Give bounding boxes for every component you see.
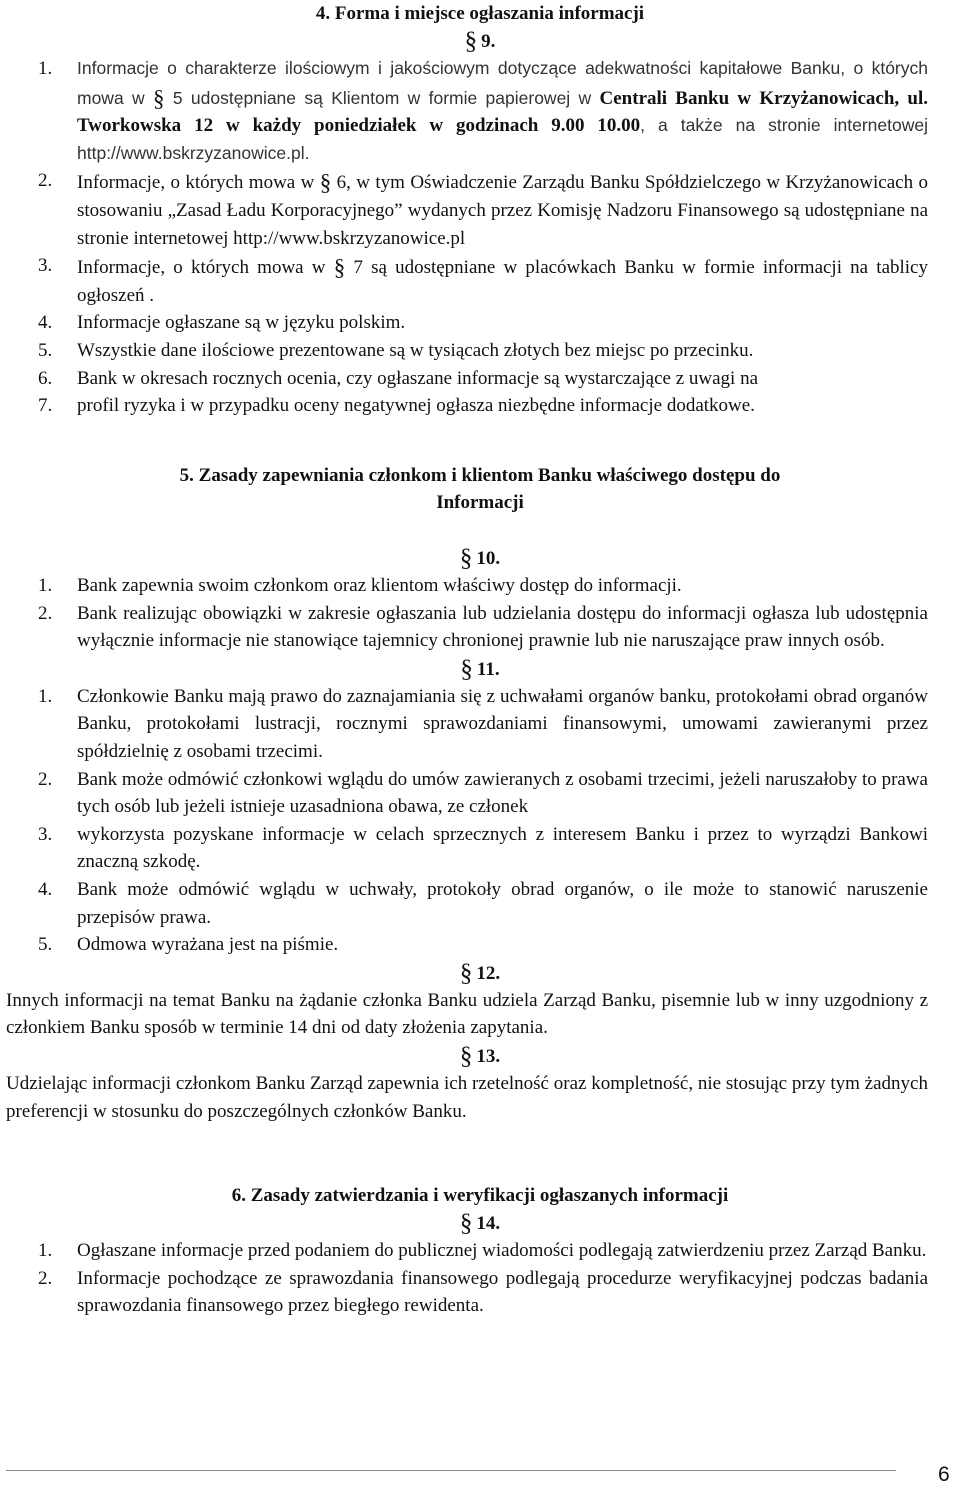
list-item: 1. Ogłaszane informacje przed podaniem do publicznej wiadomości podlegają zatwierdzeniu przez Zarząd Banku. xyxy=(38,1240,927,1261)
list-item: 3. Informacje, o których mowa w § 7 są udostępniane w placówkach Banku w formie informacji na tablicy ogłoszeń . xyxy=(38,255,928,306)
footer-divider xyxy=(6,1470,896,1471)
paragraph-13-text: Udzielając informacji członkom Banku Zarząd zapewnia ich rzetelność oraz kompletność, nie stosując przy tym żadnych preferencji w stosunku do poszczególnych członków Banku. xyxy=(6,1072,928,1122)
paragraph-13-marker: § 13. xyxy=(459,1042,501,1070)
paragraph-10-marker: § 10. xyxy=(459,545,501,572)
list-item: 1. Członkowie Banku mają prawo do zaznajamiania się z uchwałami organów banku, protokołami obrad organów Banku, protokołami lustracji, rocznymi sprawozdaniami finansowymi, umowami zawieranymi przez spółdzielnię z osobami trzecimi. xyxy=(38,685,928,762)
section-5-heading: 5. Zasady zapewniania członkom i klientom Banku właściwego dostępu do Informacji xyxy=(179,465,781,513)
list-item: 6. Bank w okresach rocznych ocenia, czy ogłaszane informacje są wystarczające z uwagi na xyxy=(38,367,759,389)
list-item: 1. Bank zapewnia swoim członkom oraz klientom właściwy dostęp do informacji. xyxy=(38,575,682,596)
paragraph-symbol: § xyxy=(464,28,478,55)
list-item: 3. wykorzysta pozyskane informacje w celach sprzecznych z interesem Banku i przez to wyrządzi Bankowi znaczną szkodę. xyxy=(38,823,928,873)
section-6-heading: 6. Zasady zatwierdzania i weryfikacji ogłaszanych informacji xyxy=(231,1185,729,1206)
paragraph-9-marker: § 9. xyxy=(464,28,496,55)
paragraph-11-list xyxy=(0,683,960,959)
list-item: 4. Informacje ogłaszane są w języku polskim. xyxy=(38,312,406,334)
list-item: 5. Odmowa wyrażana jest na piśmie. xyxy=(38,934,339,956)
page-number: 6 xyxy=(938,1463,950,1486)
paragraph-14-marker: § 14. xyxy=(459,1210,501,1237)
list-item: 2. Informacje, o których mowa w § 6, w tym Oświadczenie Zarządu Banku Spółdzielczego w Krzyżanowicach o stosowaniu „Zasad Ładu Korporacyjnego” wydanych przez Komisję Nadzoru Finansowego są udostępniane na stronie internetowej http://www.bskrzyzanowice.pl xyxy=(38,170,928,249)
section-4-heading: 4. Forma i miejsce ogłaszania informacji xyxy=(315,3,645,24)
list-item: 4. Bank może odmówić wglądu w uchwały, protokoły obrad organów, o ile może to stanowić naruszenie przepisów prawa. xyxy=(38,878,928,928)
list-item: 7. profil ryzyka i w przypadku oceny negatywnej ogłasza niezbędne informacje dodatkowe. xyxy=(38,395,755,417)
list-item: 5. Wszystkie dane ilościowe prezentowane są w tysiącach złotych bez miejsc po przecinku. xyxy=(38,339,754,361)
paragraph-12-text: Innych informacji na temat Banku na żądanie członka Banku udziela Zarząd Banku, pisemnie lub w inny uzgodniony z członkiem Banku sposób w terminie 14 dni od daty złożenia zapytania. xyxy=(6,989,928,1039)
section-4 xyxy=(0,0,960,420)
section-5 xyxy=(0,462,960,516)
paragraph-11-marker: § 11. xyxy=(460,655,500,683)
list-item: 2. Bank realizując obowiązki w zakresie ogłaszania lub udzielania dostępu do informacji ogłasza lub udostępnia wyłącznie informacje nie stanowiące tajemnicy chronionej prawnie lub nie naruszające praw innych osób. xyxy=(38,602,928,652)
section-6-list xyxy=(0,1237,960,1320)
list-item: 2. Informacje pochodzące ze sprawozdania finansowego podlegają procedurze weryfikacyjnej podczas badania sprawozdania finansowego przez biegłego rewidenta. xyxy=(38,1267,928,1317)
section-4-list xyxy=(0,55,960,420)
paragraph-10-block xyxy=(0,544,960,1125)
paragraph-12-marker: § 12. xyxy=(459,959,501,987)
paragraph-10-list xyxy=(0,572,960,655)
list-item: 1. Informacje o charakterze ilościowym i jakościowym dotyczące adekwatności kapitałowe Banku, o których mowa w § 5 udostępniane są Klientom w formie papierowej w Centrali Banku w Krzyżanowicach, ul. Tworkowska 12 w każdy poniedziałek w godzinach 9.00 10.00, a także na stronie internetowej http://www.bskrzyzanowice.pl. xyxy=(38,58,929,163)
list-item: 2. Bank może odmówić członkowi wglądu do umów zawieranych z osobami trzecimi, jeżeli naruszałoby to prawa tych osób lub jeżeli istnieje uzasadniona obawa, ze członek xyxy=(38,768,928,818)
section-6 xyxy=(0,1182,960,1320)
